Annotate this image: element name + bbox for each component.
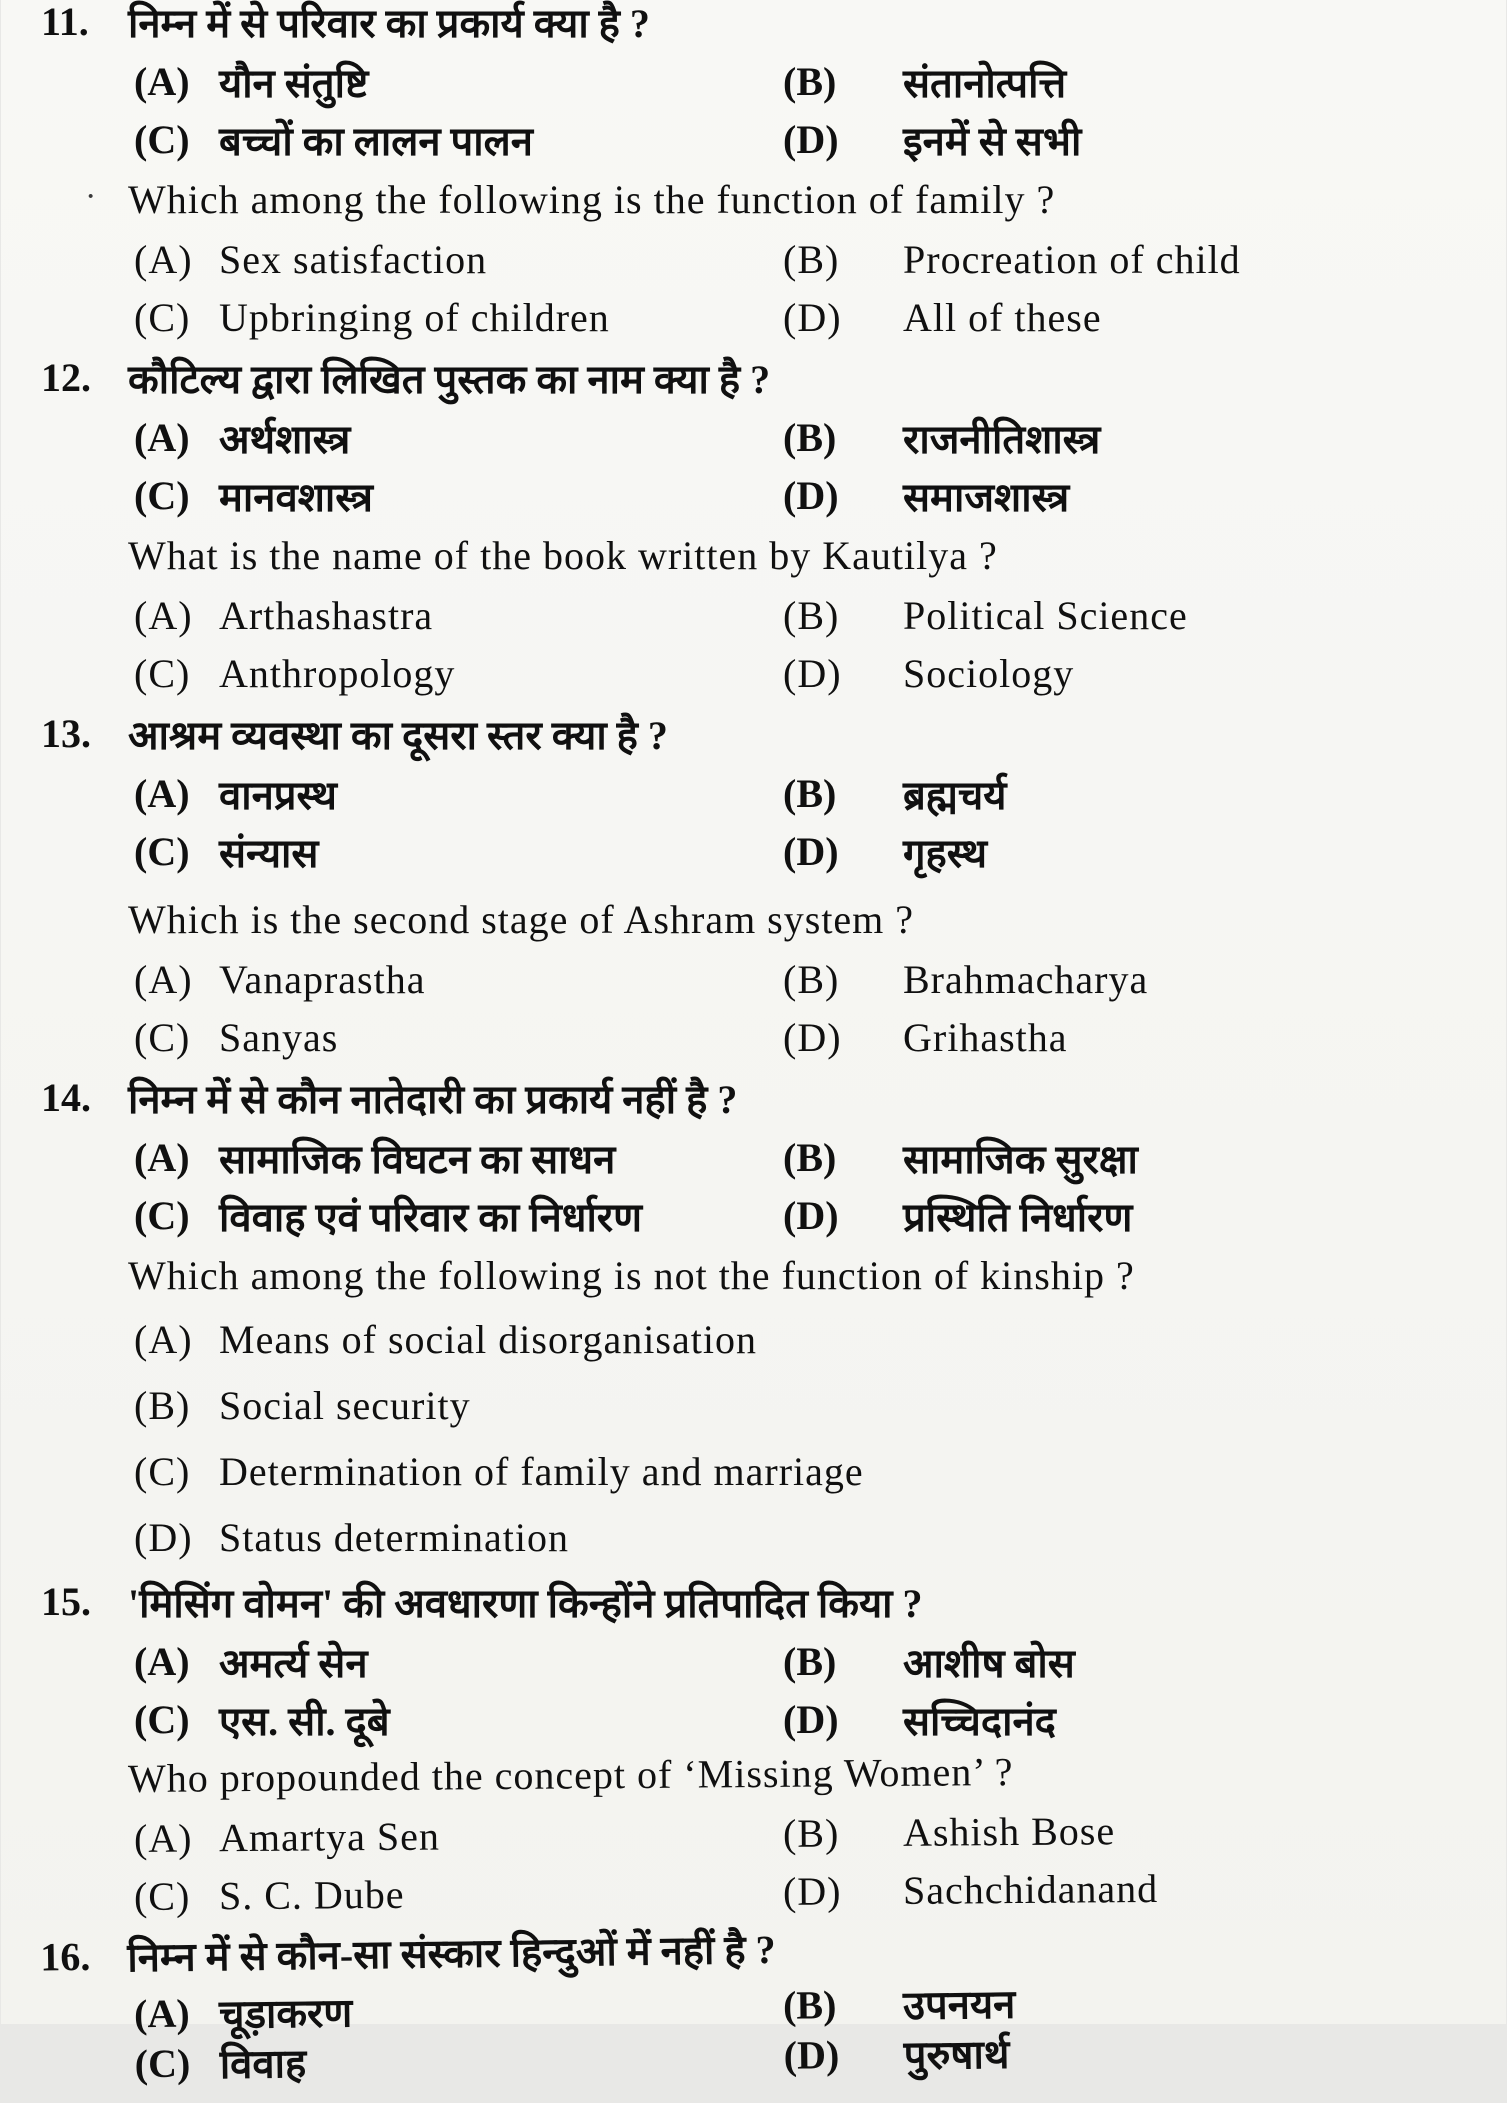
option-text: सामाजिक सुरक्षा [903, 1136, 1138, 1182]
option-label: (B) [783, 770, 837, 816]
option-label: (C) [134, 1696, 190, 1742]
options-row-hindi-ab [1, 764, 1506, 822]
option-text: प्रस्थिति निर्धारण [903, 1194, 1133, 1240]
option-text: सामाजिक विघटन का साधन [219, 1136, 616, 1182]
option-text: गृहस्थ [903, 830, 988, 876]
question-number: 11. [41, 0, 89, 44]
option-row-english-c [1, 1438, 1506, 1504]
option-text: Sociology [903, 650, 1075, 696]
option-label: (C) [134, 116, 190, 162]
option-label: (A) [134, 1316, 193, 1362]
question-line-english [1, 1244, 1506, 1306]
question-number: 15. [41, 1578, 91, 1624]
option-label: (A) [133, 1990, 190, 2037]
option-text: राजनीतिशास्त्र [903, 416, 1101, 462]
option-label: (A) [134, 770, 190, 816]
option-label: (A) [134, 1134, 190, 1180]
option-label: (C) [134, 1014, 191, 1060]
option-row-english-d [1, 1504, 1506, 1570]
option-text: यौन संतुष्टि [219, 60, 369, 106]
question-line-hindi [1, 1570, 1506, 1632]
option-label: (A) [134, 956, 193, 1002]
question-13 [1, 702, 1506, 1066]
option-text: S. C. Dube [218, 1871, 405, 1918]
options-row-hindi-cd [1, 822, 1506, 880]
question-text-english: Who propounded the concept of ‘Missing Women’ ? [127, 1748, 1014, 1801]
option-label: (B) [783, 592, 840, 638]
option-text: विवाह [219, 2041, 307, 2088]
option-text: सच्चिदानंद [903, 1698, 1056, 1744]
option-label: (A) [134, 58, 190, 104]
options-row-hindi-ab [1, 408, 1506, 466]
question-line-english [1, 168, 1506, 230]
options-row-english-ab [1, 950, 1506, 1008]
option-label: (D) [783, 472, 839, 518]
option-text: Political Science [903, 592, 1188, 638]
option-label: (B) [783, 414, 837, 460]
option-text: Procreation of child [903, 236, 1241, 282]
question-number: 16. [40, 1933, 91, 1979]
option-text: पुरुषार्थ [903, 2031, 1010, 2079]
option-label: (D) [783, 828, 839, 874]
option-text: ब्रह्मचर्य [903, 772, 1007, 818]
question-line-english [1, 1736, 1506, 1810]
options-row-hindi-ab [1, 1632, 1506, 1690]
option-label: (C) [134, 2040, 191, 2087]
question-text-english: Which among the following is the function of family ? [128, 176, 1056, 222]
option-label: (B) [783, 1134, 837, 1180]
option-text: Brahmacharya [903, 956, 1149, 1002]
option-text: Means of social disorganisation [219, 1316, 757, 1362]
option-text: संन्यास [219, 830, 319, 876]
option-text: Sachchidanand [902, 1865, 1159, 1913]
question-line-hindi [1, 0, 1506, 52]
option-label: (D) [783, 650, 842, 696]
option-label: (B) [782, 1982, 837, 2028]
question-text-english: Which is the second stage of Ashram system ? [128, 896, 915, 942]
option-text: आशीष बोस [903, 1640, 1075, 1686]
option-text: Social security [219, 1382, 471, 1428]
option-text: Sanyas [219, 1014, 339, 1060]
option-label: (C) [134, 1192, 190, 1238]
options-row-hindi-ab [1, 1128, 1506, 1186]
option-text: अर्थशास्त्र [219, 416, 351, 462]
question-12 [1, 346, 1506, 702]
option-label: (C) [134, 650, 191, 696]
options-row-english-cd [1, 1008, 1506, 1066]
option-label: (C) [133, 1873, 191, 1919]
option-text: All of these [903, 294, 1102, 340]
option-text: अमर्त्य सेन [219, 1640, 368, 1686]
options-row-hindi-cd [1, 466, 1506, 524]
option-row-english-b [1, 1372, 1506, 1438]
option-text: उपनयन [902, 1981, 1016, 2029]
question-line-english [1, 524, 1506, 586]
option-text: इनमें से सभी [903, 118, 1082, 164]
option-label: (B) [134, 1382, 191, 1428]
option-label: (C) [134, 828, 190, 874]
options-row-hindi-cd [1, 1186, 1506, 1244]
option-text: Upbringing of children [219, 294, 610, 340]
question-14 [1, 1066, 1506, 1570]
option-label: (B) [783, 956, 840, 1002]
question-text-english: Which among the following is not the function of kinship ? [128, 1252, 1135, 1298]
option-text: Grihastha [903, 1014, 1068, 1060]
option-label: (D) [783, 116, 839, 162]
option-text: Status determination [219, 1514, 569, 1560]
option-label: (C) [134, 1448, 191, 1494]
option-text: एस. सी. दूबे [219, 1698, 390, 1744]
option-label: (A) [133, 1814, 193, 1861]
question-text-hindi: 'मिसिंग वोमन' की अवधारणा किन्होंने प्रतिपादित किया ? [128, 1580, 923, 1626]
option-text: Sex satisfaction [219, 236, 488, 282]
options-row-english-ab [1, 230, 1506, 288]
option-label: (B) [783, 1638, 837, 1684]
option-label: (A) [134, 414, 190, 460]
option-text: मानवशास्त्र [219, 474, 373, 520]
option-label: (D) [783, 1192, 839, 1238]
option-label: (A) [134, 592, 193, 638]
options-row-hindi-cd [1, 110, 1506, 168]
question-number: 13. [41, 710, 91, 756]
options-row-english-cd [1, 288, 1506, 346]
option-label: (A) [134, 236, 193, 282]
options-row-english-cd [1, 644, 1506, 702]
question-text-hindi: आश्रम व्यवस्था का दूसरा स्तर क्या है ? [128, 712, 668, 758]
options-row-hindi-ab [1, 52, 1506, 110]
option-text: Ashish Bose [902, 1807, 1116, 1855]
option-label: (B) [783, 58, 837, 104]
question-number: 12. [41, 354, 91, 400]
option-label: (C) [134, 294, 191, 340]
option-label: (D) [783, 2032, 840, 2078]
question-16 [0, 1906, 1507, 2088]
option-text: Vanaprastha [219, 956, 426, 1002]
question-text-english: What is the name of the book written by Kautilya ? [128, 532, 998, 578]
option-label: (C) [134, 472, 190, 518]
question-paper-page [1, 0, 1506, 2088]
option-label: (D) [783, 1696, 839, 1742]
option-text: Amartya Sen [218, 1813, 441, 1860]
option-text: विवाह एवं परिवार का निर्धारण [219, 1194, 643, 1240]
question-11 [1, 0, 1506, 346]
option-text: Determination of family and marriage [219, 1448, 864, 1494]
question-line-hindi [1, 346, 1506, 408]
option-label: (D) [782, 1867, 842, 1914]
option-text: समाजशास्त्र [903, 474, 1070, 520]
option-label: (B) [782, 1809, 840, 1856]
option-text: चूड़ाकरण [218, 1990, 353, 2038]
question-line-hindi [1, 1066, 1506, 1128]
question-line-english [1, 888, 1506, 950]
option-label: (B) [783, 236, 840, 282]
option-text: Anthropology [219, 650, 456, 696]
question-line-hindi [1, 702, 1506, 764]
option-text: Arthashastra [219, 592, 434, 638]
question-15 [1, 1570, 1506, 1926]
question-text-hindi: निम्न में से कौन नातेदारी का प्रकार्य नहीं है ? [128, 1076, 738, 1122]
option-label: (A) [134, 1638, 190, 1684]
scan-artifact-dot: · [85, 178, 97, 215]
question-text-hindi: निम्न में से कौन-सा संस्कार हिन्दुओं में नहीं है ? [127, 1926, 776, 1980]
option-label: (D) [783, 294, 842, 340]
question-text-hindi: निम्न में से परिवार का प्रकार्य क्या है ? [128, 0, 650, 46]
question-text-hindi: कौटिल्य द्वारा लिखित पुस्तक का नाम क्या है ? [128, 356, 771, 402]
option-label: (D) [783, 1014, 842, 1060]
option-text: वानप्रस्थ [219, 772, 337, 818]
option-text: बच्चों का लालन पालन [219, 118, 533, 164]
option-row-english-a [1, 1306, 1506, 1372]
option-label: (D) [134, 1514, 193, 1560]
options-row-english-ab [1, 586, 1506, 644]
option-text: संतानोत्पत्ति [903, 60, 1067, 106]
question-number: 14. [41, 1074, 91, 1120]
